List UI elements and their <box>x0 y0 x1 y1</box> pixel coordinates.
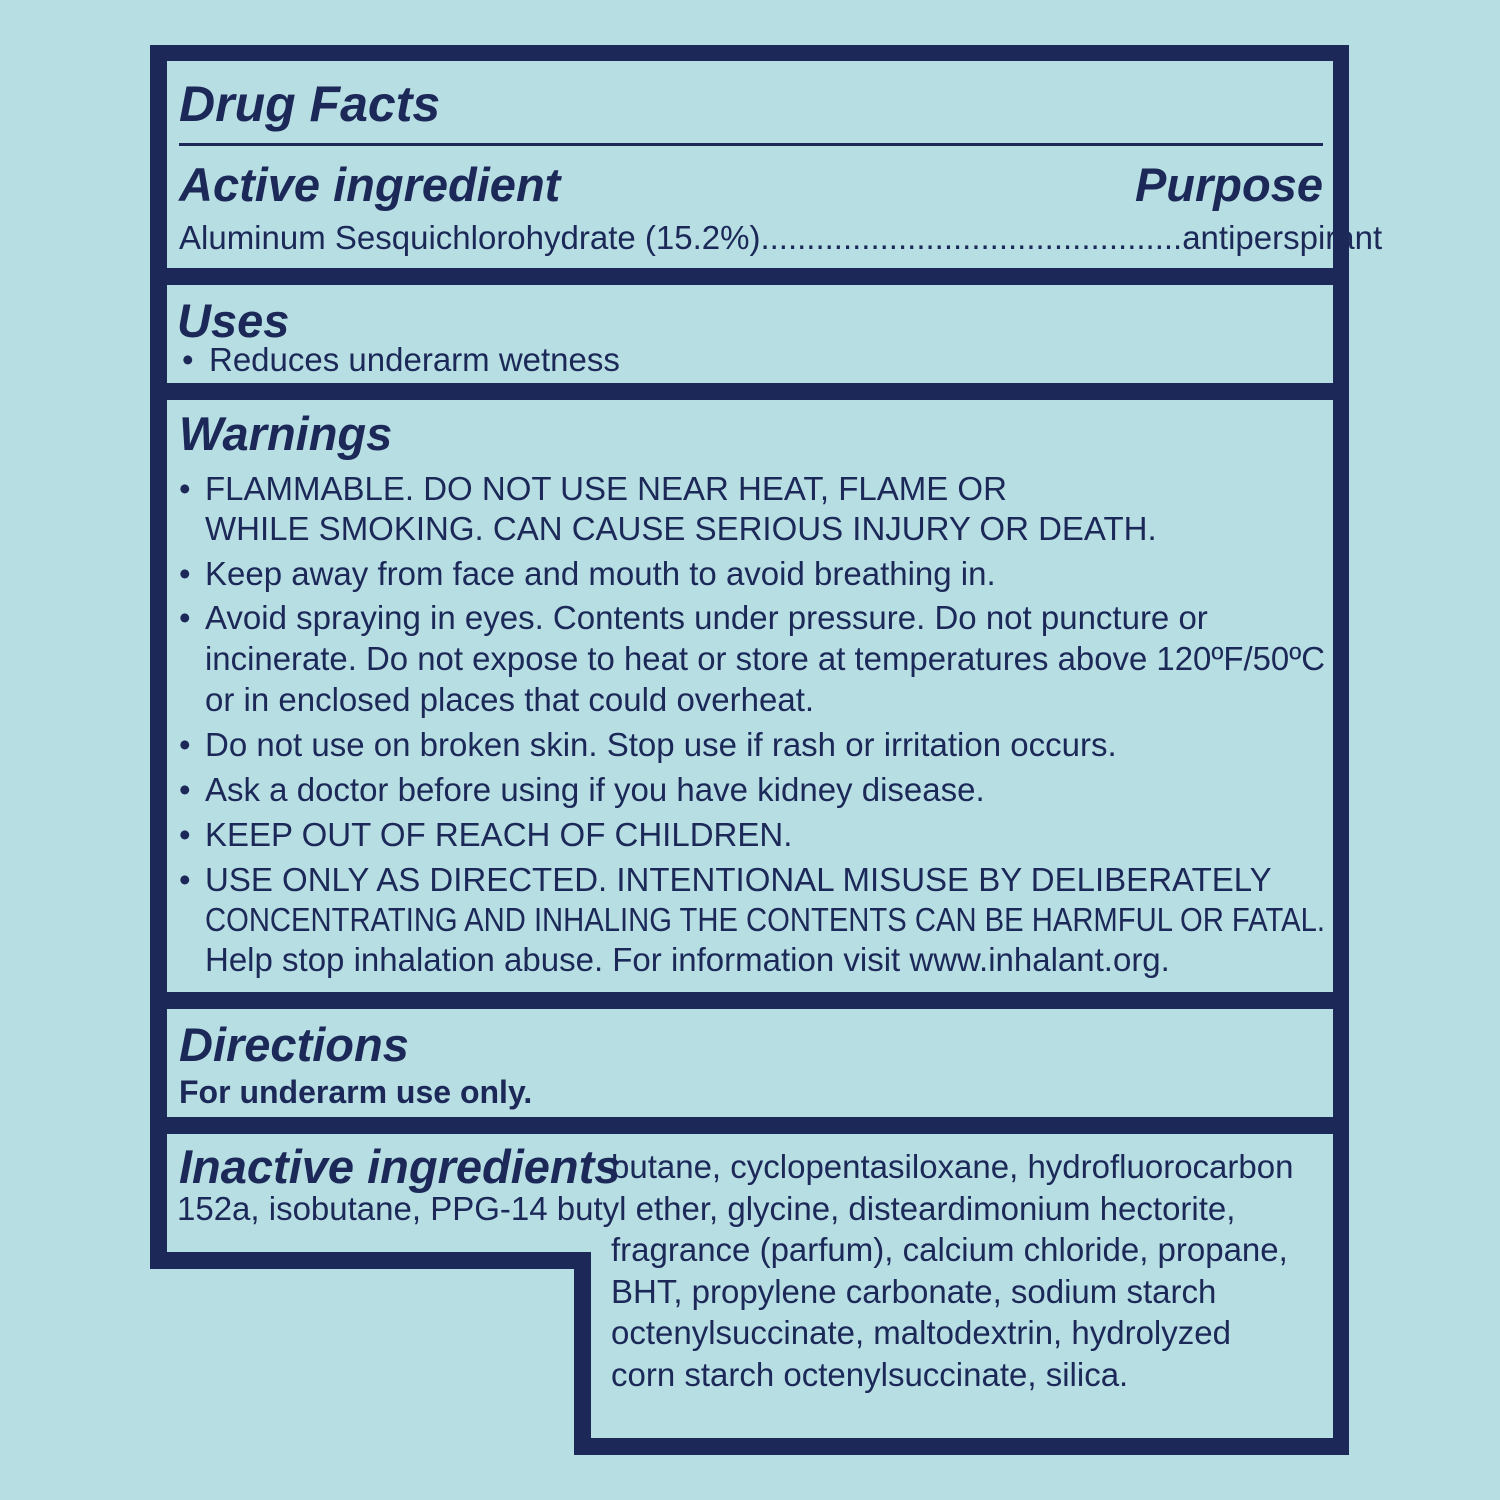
inactive-line: fragrance (parfum), calcium chloride, propane, <box>611 1231 1288 1268</box>
inactive-line: corn starch octenylsuccinate, silica. <box>611 1356 1129 1393</box>
inactive-line: butane, cyclopentasiloxane, hydrofluorocarbon <box>611 1148 1294 1185</box>
directions-heading: Directions <box>179 1018 409 1071</box>
active-ingredient-heading: Active ingredient <box>179 158 561 211</box>
directions-text: For underarm use only. <box>179 1074 533 1110</box>
directions-panel <box>167 1009 1333 1117</box>
inactive-line: BHT, propylene carbonate, sodium starch <box>611 1273 1217 1310</box>
uses-panel <box>167 285 1333 383</box>
warning-line: incinerate. Do not expose to heat or store at temperatures above 120ºF/50ºC <box>205 640 1325 677</box>
warning-line: Avoid spraying in eyes. Contents under pressure. Do not puncture or <box>205 599 1208 636</box>
warning-line: Do not use on broken skin. Stop use if rash or irritation occurs. <box>205 726 1117 763</box>
dot-leader: .............................................. <box>760 219 1183 256</box>
warning-line: USE ONLY AS DIRECTED. INTENTIONAL MISUSE BY DELIBERATELY <box>205 861 1272 898</box>
title-divider <box>179 143 1323 146</box>
active-ingredient-purpose: antiperspirant <box>1182 219 1383 256</box>
uses-item: Reduces underarm wetness <box>209 341 620 378</box>
warning-line: Help stop inhalation abuse. For information visit www.inhalant.org. <box>205 941 1170 978</box>
warning-bullet: • <box>179 816 191 853</box>
warning-bullet: • <box>179 470 191 507</box>
active-ingredient-name: Aluminum Sesquichlorohydrate (15.2%) <box>179 219 761 256</box>
warning-bullet: • <box>179 555 191 592</box>
inactive-ingredients-heading: Inactive ingredients <box>179 1140 621 1193</box>
warning-line: WHILE SMOKING. CAN CAUSE SERIOUS INJURY OR DEATH. <box>205 510 1157 547</box>
warning-line: KEEP OUT OF REACH OF CHILDREN. <box>205 816 793 853</box>
warning-bullet: • <box>179 771 191 808</box>
active-ingredient-line <box>179 219 1383 256</box>
inactive-line: 152a, isobutane, PPG-14 butyl ether, glycine, disteardimonium hectorite, <box>177 1190 1236 1227</box>
inactive-line: octenylsuccinate, maltodextrin, hydrolyzed <box>611 1314 1231 1351</box>
warning-line: FLAMMABLE. DO NOT USE NEAR HEAT, FLAME OR <box>205 470 1007 507</box>
warning-bullet: • <box>179 861 191 898</box>
uses-heading: Uses <box>177 294 290 347</box>
warning-bullet: • <box>179 726 191 763</box>
warning-bullet: • <box>179 599 191 636</box>
uses-bullet: • <box>182 341 194 378</box>
drug-facts-title: Drug Facts <box>179 76 441 132</box>
purpose-heading: Purpose <box>1134 158 1323 211</box>
active-ingredient-panel <box>167 61 1383 268</box>
warning-line: Keep away from face and mouth to avoid breathing in. <box>205 555 996 592</box>
warnings-panel <box>167 400 1333 992</box>
warning-line: or in enclosed places that could overheat. <box>205 681 815 718</box>
warning-line: CONCENTRATING AND INHALING THE CONTENTS CAN BE HARMFUL OR FATAL. <box>205 901 1325 938</box>
warning-line: Ask a doctor before using if you have kidney disease. <box>205 771 985 808</box>
warnings-heading: Warnings <box>179 407 393 460</box>
